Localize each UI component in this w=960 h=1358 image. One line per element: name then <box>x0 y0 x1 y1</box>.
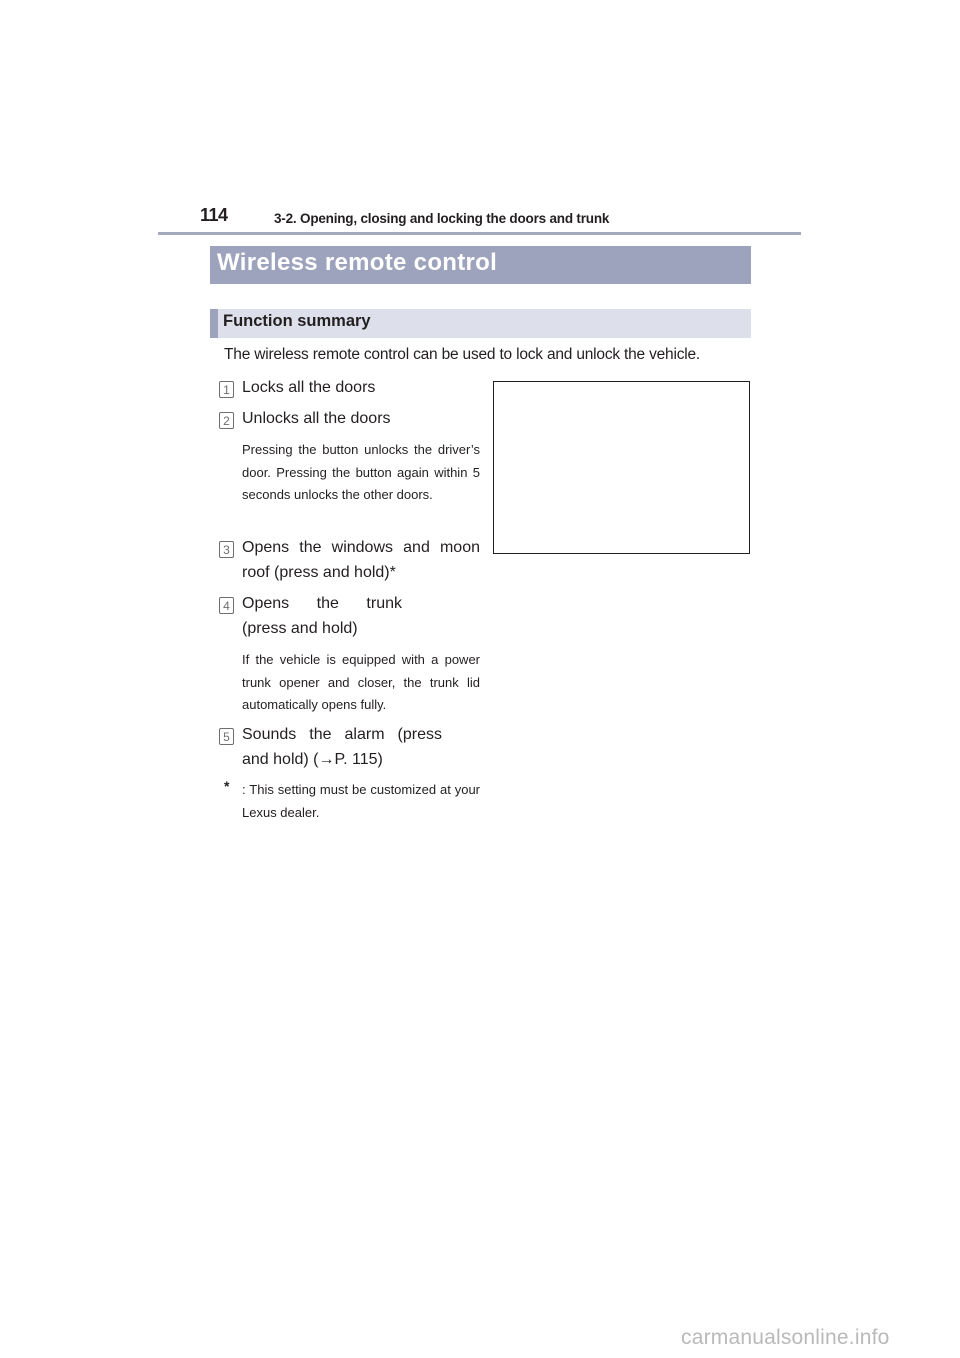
item-marker-1: 1 <box>219 381 234 398</box>
item-text-1: Locks all the doors <box>242 379 376 396</box>
item-marker-2: 2 <box>219 412 234 429</box>
header-divider <box>158 232 801 235</box>
intro-text: The wireless remote control can be used to lock and unlock the vehicle. <box>224 346 701 363</box>
item-text-3: Opens the windows and moon roof (press and hold)* <box>242 539 480 581</box>
chapter-title: 3-2. Opening, closing and locking the doors and trunk <box>274 211 610 226</box>
remote-control-illustration <box>493 381 750 554</box>
footnote-asterisk: * <box>224 778 230 794</box>
subsection-title: Function summary <box>223 312 371 330</box>
item-note-2: Pressing the button unlocks the driver’s door. Pressing the button again within 5 seconds unlocks the other doors. <box>242 442 480 502</box>
item-note-4: If the vehicle is equipped with a power trunk opener and closer, the trunk lid automatically opens fully. <box>242 652 480 712</box>
item-text-5: Sounds the alarm (press and hold) (→P. 115) <box>242 726 442 768</box>
item-marker-3: 3 <box>219 541 234 558</box>
footnote-text: : This setting must be customized at your Lexus dealer. <box>242 782 480 820</box>
item-marker-4: 4 <box>219 597 234 614</box>
section-title: Wireless remote control <box>217 249 498 276</box>
item-text-2: Unlocks all the doors <box>242 410 391 427</box>
watermark: carmanualsonline.info <box>681 1326 890 1349</box>
subsection-accent-bar <box>210 309 218 338</box>
item-marker-5: 5 <box>219 728 234 745</box>
page-number: 114 <box>200 205 228 225</box>
item-text-4: Opens the trunk (press and hold) <box>242 595 402 637</box>
